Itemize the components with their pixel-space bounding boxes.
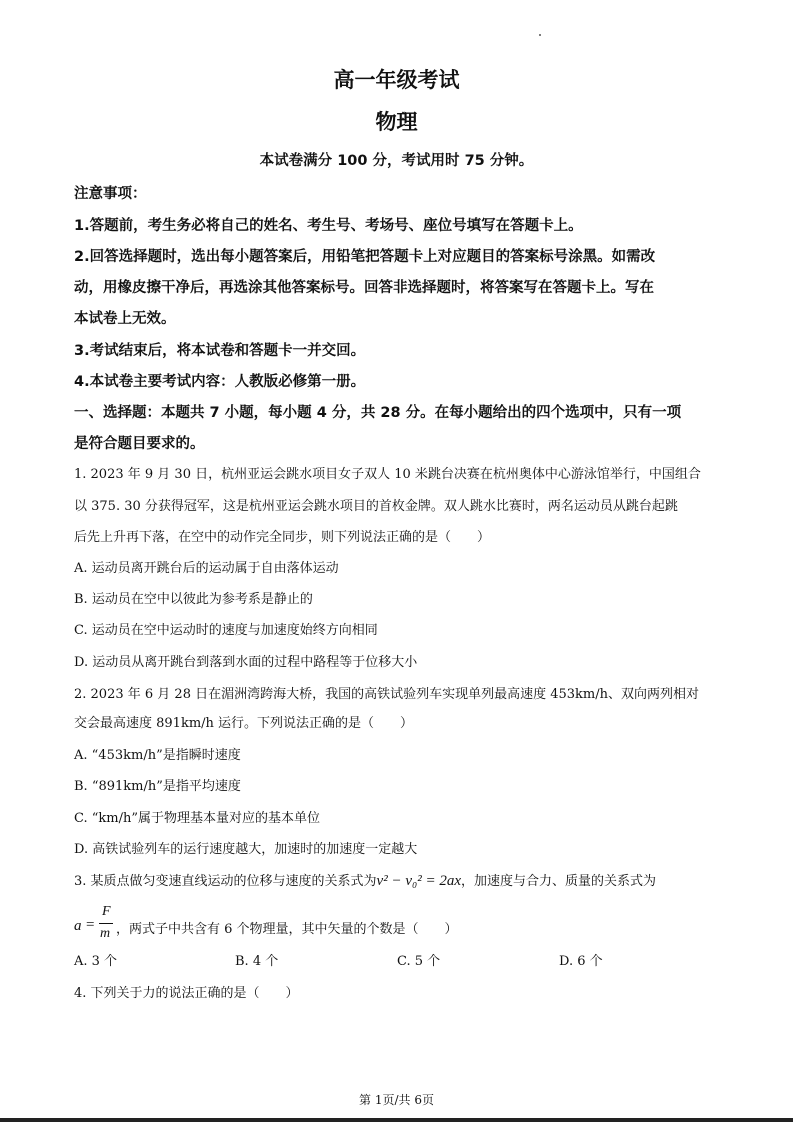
note-line: 动，用橡皮擦干净后，再选涂其他答案标号。回答非选择题时，将答案写在答题卡上。写在 <box>74 280 654 296</box>
question-1-stem: 以 375. 30 分获得冠军，这是杭州亚运会跳水项目的首枚金牌。双人跳水比赛时，两名运动员从跳台起跳 <box>74 499 678 514</box>
question-3-mid: ，加速度与合力、质量的关系式为 <box>460 874 656 889</box>
question-1-stem: 1. 2023 年 9 月 30 日，杭州亚运会跳水项目女子双人 10 米跳台决赛在杭州奥体中心游泳馆举行，中国组合 <box>74 467 701 482</box>
formula-numerator: F <box>102 904 111 919</box>
formula-equals: = <box>86 917 95 933</box>
subject-title: 物理 <box>375 110 418 134</box>
note-line: 本试卷上无效。 <box>74 311 176 327</box>
question-2-option-a: A. “453km/h”是指瞬时速度 <box>74 748 241 763</box>
formula-denominator: m <box>100 926 111 941</box>
question-3-option-b: B. 4 个 <box>235 954 279 969</box>
scan-dot <box>539 34 541 36</box>
footer-rule <box>0 1118 793 1122</box>
question-3-option-a: A. 3 个 <box>74 954 118 969</box>
question-4-stem: 4. 下列关于力的说法正确的是（ ） <box>74 986 299 1001</box>
question-1-option-c: C. 运动员在空中运动时的速度与加速度始终方向相同 <box>74 623 378 638</box>
notes-heading: 注意事项： <box>74 186 147 202</box>
note-line: 1.答题前，考生务必将自己的姓名、考生号、考场号、座位号填写在答题卡上。 <box>74 218 583 234</box>
page-number: 第 1页/共 6页 <box>359 1093 434 1107</box>
exam-info: 本试卷满分 100 分，考试用时 75 分钟。 <box>259 153 534 169</box>
section-heading: 一、选择题：本题共 7 小题，每小题 4 分，共 28 分。在每小题给出的四个选项中，只有一项 <box>74 405 682 421</box>
question-3-option-d: D. 6 个 <box>559 954 603 969</box>
question-3-lead: 3. 某质点做匀变速直线运动的位移与速度的关系式为 <box>74 874 377 889</box>
note-line: 4.本试卷主要考试内容：人教版必修第一册。 <box>74 374 366 390</box>
page-title: 高一年级考试 <box>333 68 460 92</box>
fraction-bar <box>99 923 113 924</box>
question-3-tail: ，两式子中共含有 6 个物理量，其中矢量的个数是（ ） <box>116 922 458 937</box>
question-3-stem <box>74 870 656 890</box>
question-2-option-b: B. “891km/h”是指平均速度 <box>74 779 241 794</box>
question-1-stem: 后先上升再下落，在空中的动作完全同步，则下列说法正确的是（ ） <box>74 530 491 545</box>
question-1-option-b: B. 运动员在空中以彼此为参考系是静止的 <box>74 592 313 607</box>
kinematics-formula: v² − v₀² = 2ax <box>376 873 461 889</box>
question-2-stem: 交会最高速度 891km/h 运行。下列说法正确的是（ ） <box>74 716 414 731</box>
question-3-option-c: C. 5 个 <box>397 954 441 969</box>
note-line: 2.回答选择题时，选出每小题答案后，用铅笔把答题卡上对应题目的答案标号涂黑。如需改 <box>74 249 656 265</box>
note-line: 3.考试结束后，将本试卷和答题卡一并交回。 <box>74 343 366 359</box>
question-2-option-c: C. “km/h”属于物理基本量对应的基本单位 <box>74 811 320 826</box>
formula-acceleration: a <box>74 918 82 934</box>
section-heading-cont: 是符合题目要求的。 <box>74 436 205 452</box>
question-1-option-a: A. 运动员离开跳台后的运动属于自由落体运动 <box>74 561 339 576</box>
question-2-option-d: D. 高铁试验列车的运行速度越大，加速时的加速度一定越大 <box>74 842 418 857</box>
question-1-option-d: D. 运动员从离开跳台到落到水面的过程中路程等于位移大小 <box>74 655 418 670</box>
question-2-stem: 2. 2023 年 6 月 28 日在湄洲湾跨海大桥，我国的高铁试验列车实现单列最高速度 453km/h、双向两列相对 <box>74 687 699 702</box>
